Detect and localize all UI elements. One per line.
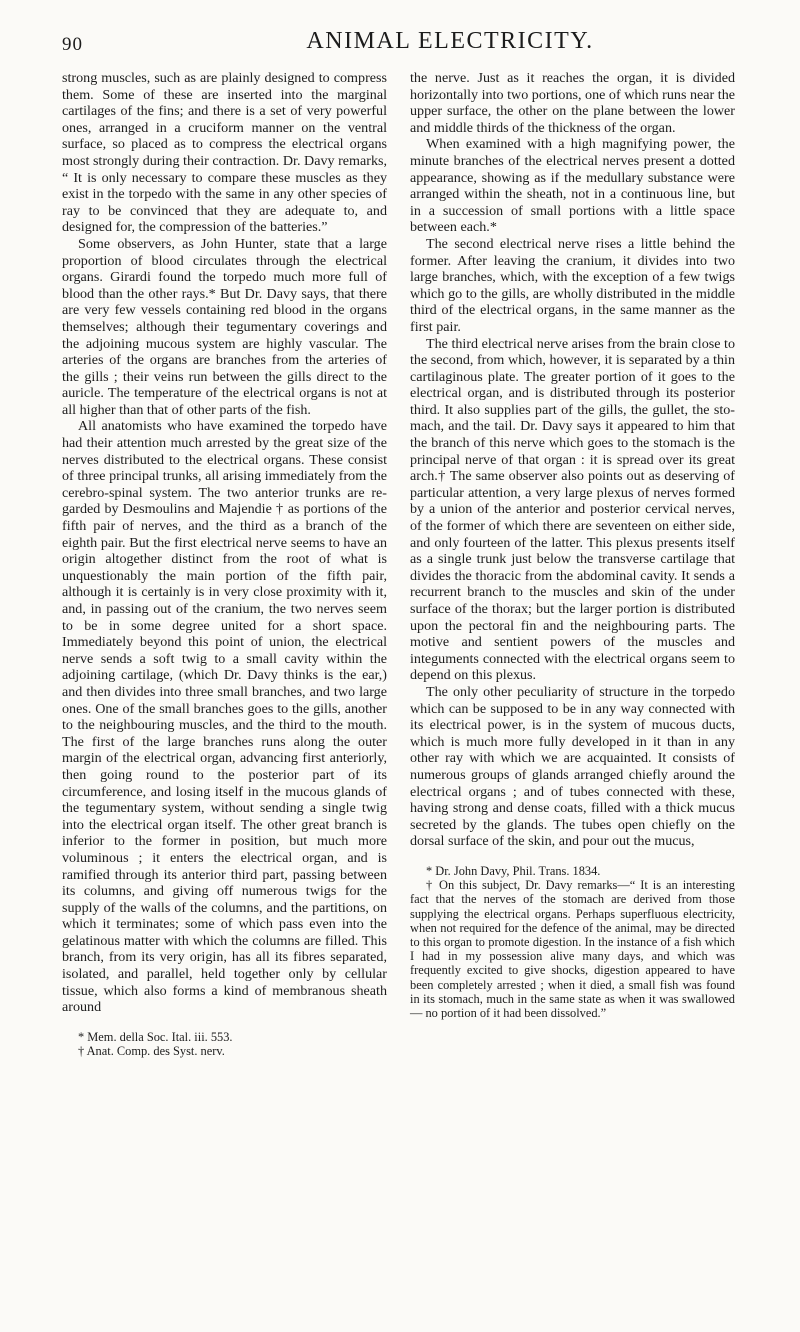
paragraph: All anatomists who have examined the torpedo have had their attention much arrested by the great size of the nerves distributed to the electrical organs. These consist of three principal trunks, all arising immediately from the cerebro-spinal system. The two anterior trunks are regarded by Desmoulins and Majendie † as portions of the fifth pair of nerves, and the third as a branch of the eighth pair. But the first electrical nerve seems to have an origin altogether distinct from the root of what is unquestionably the main portion of the fifth pair, although it is certainly is in very close proximity with it, and, in passing out of the cranium, the two nerves seem to be in some degree united for a short space. Immediately beyond this point of union, the electrical nerve sends a soft twig to a small cavity within the adjoining cartilage, (which Dr. Davy thinks is the ear,) and then divides into three small branches, and two large ones. One of the small branches goes to the gills, another to the neighbouring muscles, and the third to the mouth. The first of the large branches runs along the outer margin of the electrical organ, advancing first anteriorly, then going round to the posterior part of its circumference, and losing itself in the mucous glands of the tegumentary system, without sending a single twig into the electrical organ itself. The other great branch is inferior to the former in position, but much more voluminous ; it enters the electrical organ, and is ramified through its anterior third part, passing between its columns, and giving off numerous twigs for the supply of the walls of the columns, and the partitions, on which it terminates; some of which pass even into the gelatinous matter with which the columns are filled. This branch, from its very origin, has all its fibres separated, isolated, and parallel, held together only by cellular tissue, which also forms a kind of membranous sheath around	[62, 418, 387, 1016]
paragraph: The third electrical nerve arises from the brain close to the second, from which, however, it is separated by a thin cartilaginous plate. The greater portion of it goes to the electrical organ, and is distributed through its posterior third. It also supplies part of the gills, the gullet, the stomach, and the tail. Dr. Davy says it appeared to him that the branch of this nerve which goes to the stomach is the principal nerve of that organ : it is spread over its great arch.† The same observer also points out as deserving of particular attention, a very large plexus of nerves formed by a union of the anterior and posterior cervical nerves, of the former of which there are seventeen on either side, and only fourteen of the latter. This plexus presents itself as a single trunk just below the transverse cartilage that divides the thoracic from the abdominal cavity. It sends a recurrent branch to the muscles and skin of the under surface of the thorax; but the larger portion is distributed upon the pectoral fin and the neighbouring parts. The motive and sentient powers of the muscles and integuments connected with the electrical organs seem to depend on this plexus.	[410, 335, 735, 684]
footnote: * Dr. John Davy, Phil. Trans. 1834.	[426, 863, 601, 878]
page-number: 90	[62, 34, 83, 55]
paragraph: When examined with a high magnifying power, the minute branches of the electrical nerves present a dotted appearance, showing as if the medullary substance were arranged within the sheath, not in a continuous line, but in a succession of small portions with a little space between each.*	[410, 136, 735, 236]
paragraph: the nerve. Just as it reaches the organ, it is divided horizontally into two portions, one of which runs near the upper surface, the other on the plane between the lower and middle thirds of the thickness of the organ.	[410, 70, 735, 136]
footnote: † On this subject, Dr. Davy remarks—“ It is an interesting fact that the nerves of the stomach are derived from those supplying the electrical organs. Perhaps superfluous electricity, when not required for the defence of the animal, may be directed to this organ to promote digestion. In the instance of a fish which I had in my possession alive many days, and which was frequently excited to give shocks, digestion appeared to have been completely arrested ; when it died, a small fish was found in its stomach, much in the same state as when it was swallowed— no portion of it had been dissolved.”	[410, 878, 735, 1020]
paragraph: strong muscles, such as are plainly designed to compress them. Some of these are inserted into the marginal cartilages of the fins; and there is a set of very powerful ones, arranged in a cruciform manner on the ventral surface, so placed as to compress the electrical organs most strongly during their contraction. Dr. Davy remarks, “ It is only necessary to compare these muscles as they exist in the torpedo with the same in any other species of ray to be convinced that they are adequate to, and designed for, the compression of the batteries.”	[62, 70, 387, 236]
right-column	[410, 70, 735, 1020]
paragraph: Some observers, as John Hunter, state that a large proportion of blood circulates through the electrical organs. Girardi found the torpedo much more full of blood than the other rays.* But Dr. Davy says, that there are very few vessels containing red blood in the organs themselves; although their tegumentary coverings and the adjoining mucous system are highly vascular. The arteries of the organs are branches from the arteries of the gills ; their veins run between the gills direct to the auricle. The temperature of the electrical organs is not at all higher than that of other parts of the fish.	[62, 235, 387, 418]
footnotes	[62, 1030, 387, 1058]
running-title: ANIMAL ELECTRICITY.	[306, 28, 594, 54]
footnote: * Mem. della Soc. Ital. iii. 553.	[78, 1029, 233, 1044]
paragraph: The only other peculiarity of structure in the torpedo which can be supposed to be in any way connected with its electrical power, is in the system of mucous ducts, which is much more fully developed in it than in any other ray with which we are acquainted. It consists of numerous groups of glands arranged chiefly around the electrical organs ; and of tubes connected with these, having strong and dense coats, filled with a thick mucus secreted by the glands. The tubes open chiefly on the dorsal surface of the skin, and pour out the mucus,	[410, 683, 735, 850]
footnotes	[410, 864, 735, 1020]
page-header	[0, 0, 800, 58]
left-column	[62, 70, 387, 1058]
paragraph: The second electrical nerve rises a little behind the former. After leaving the cranium, it divides into two large branches, which, with the exception of a few twigs which go to the gills, are wholly distributed in the middle third of the electrical organs, in the same manner as the first pair.	[410, 235, 735, 335]
footnote: † Anat. Comp. des Syst. nerv.	[78, 1044, 225, 1059]
